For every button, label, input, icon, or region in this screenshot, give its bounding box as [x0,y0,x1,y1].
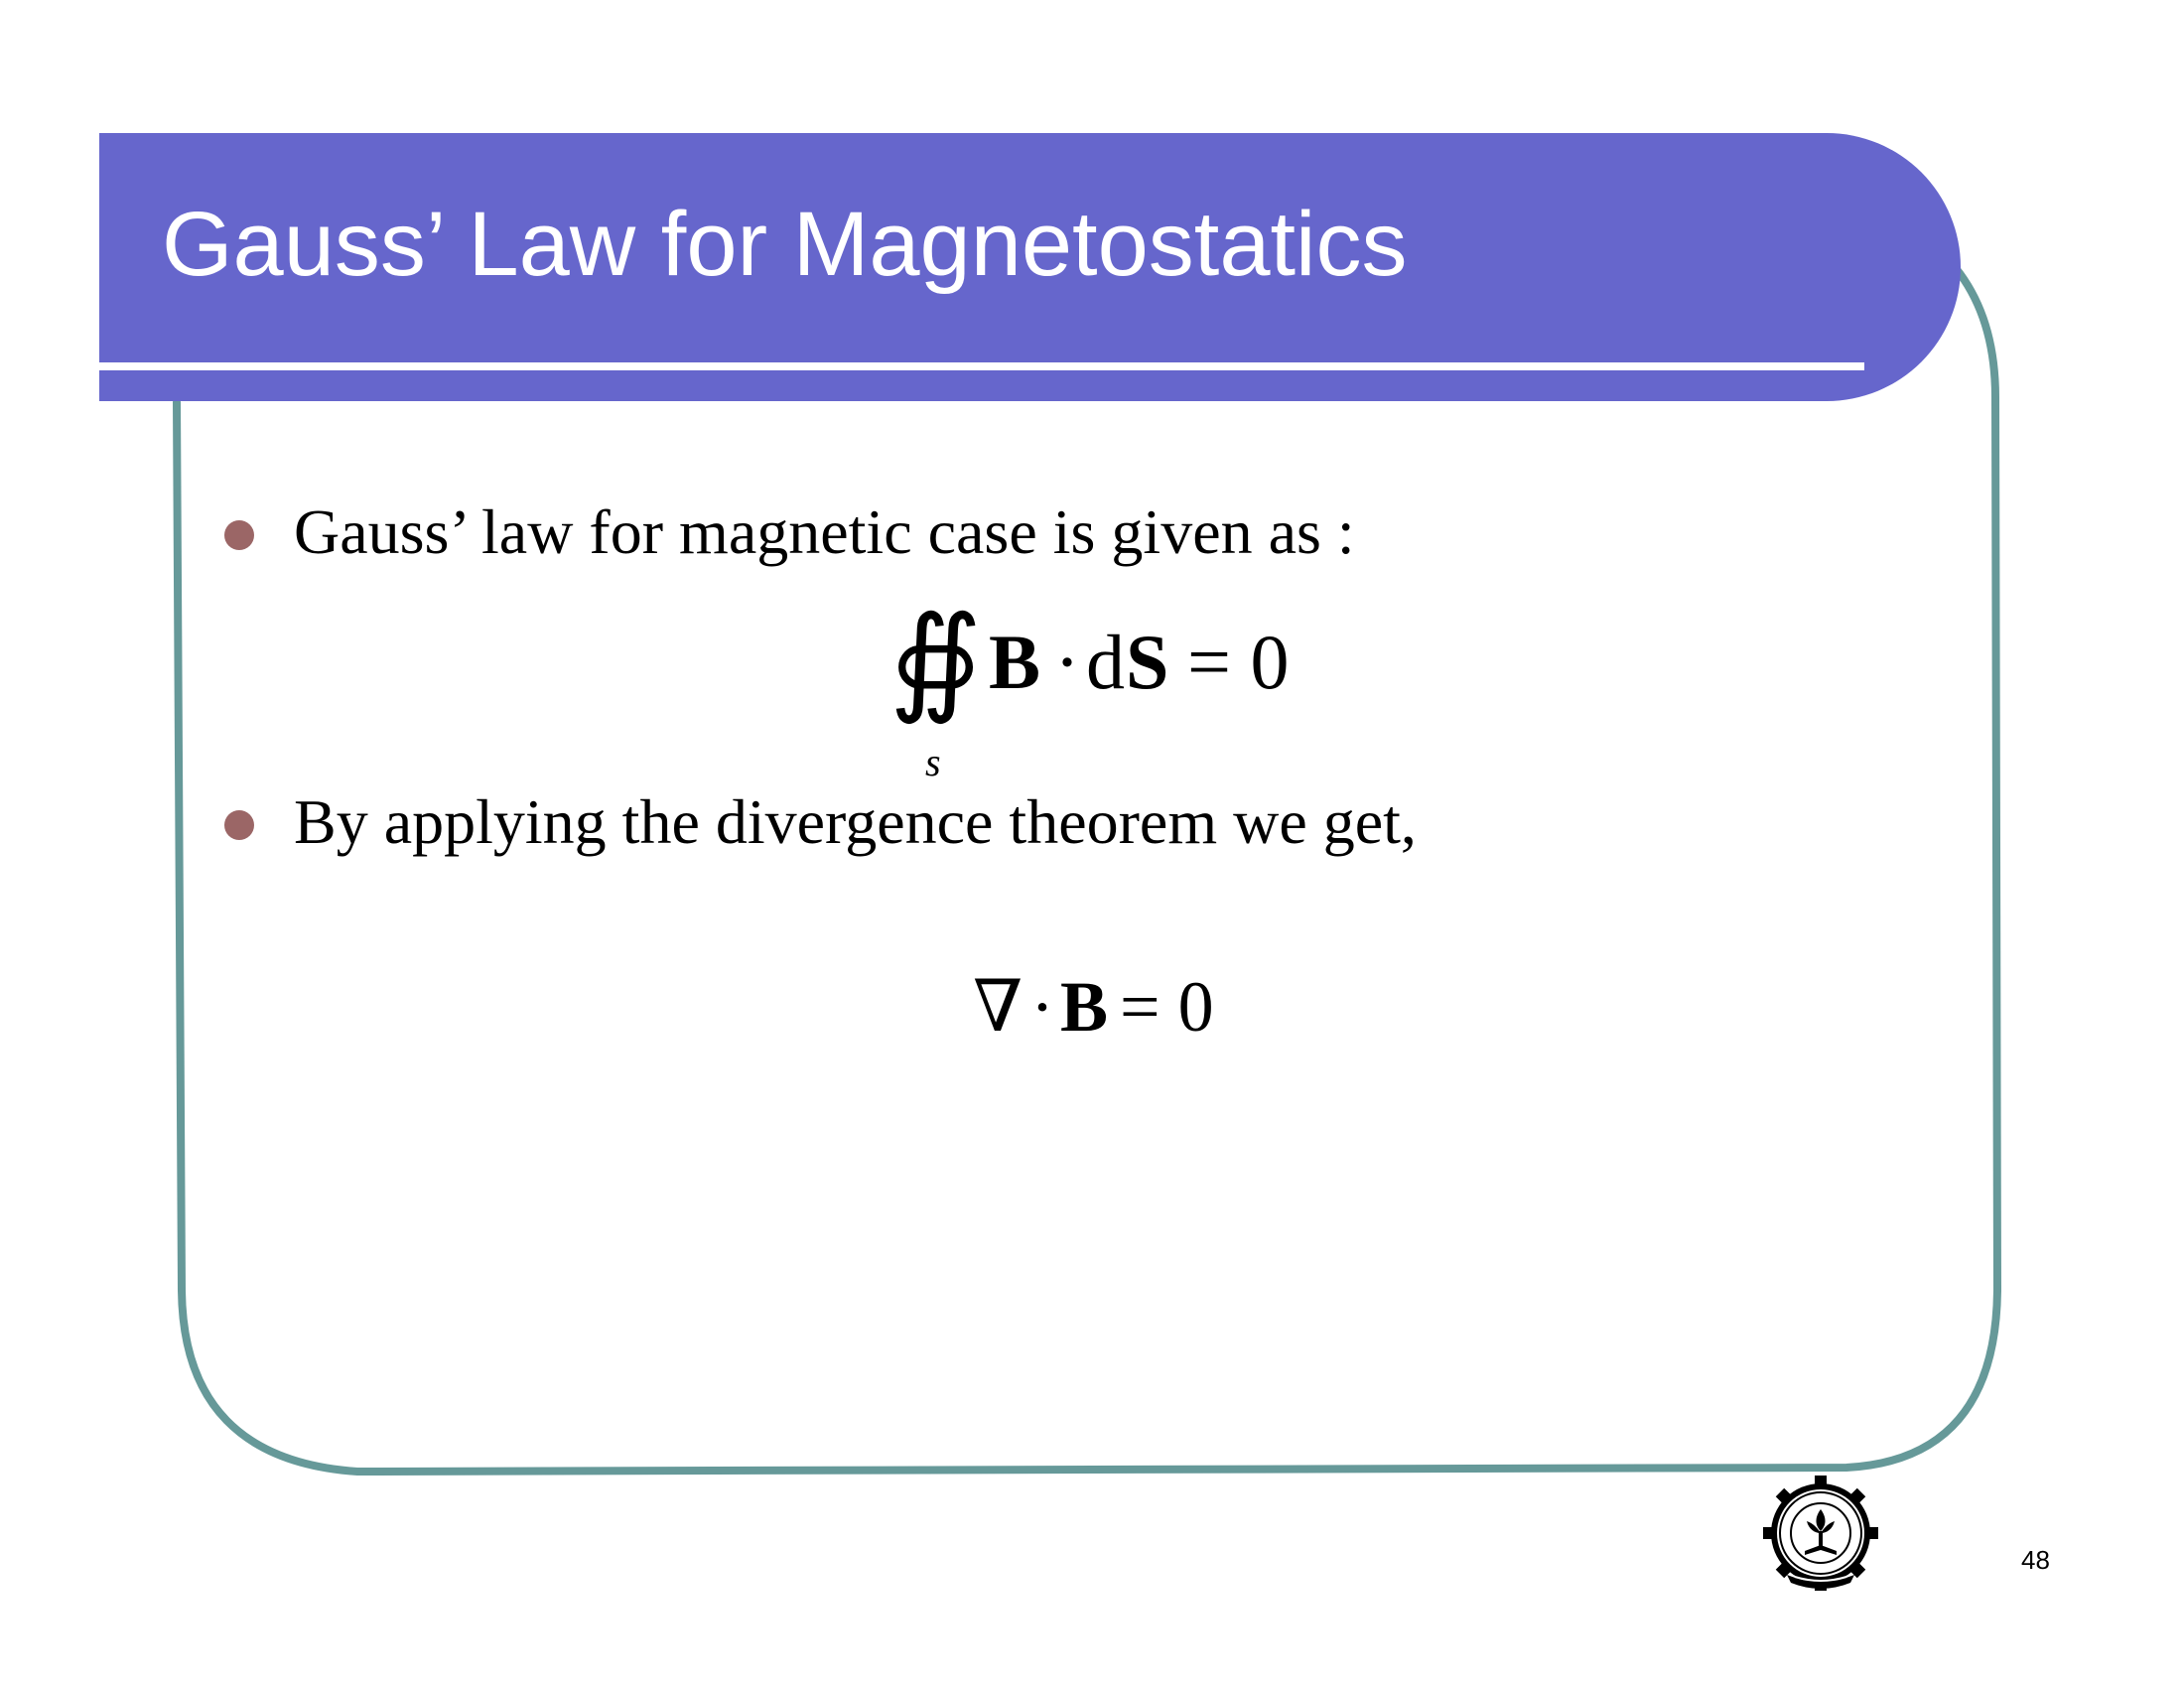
slide-title: Gauss’ Law for Magnetostatics [162,194,1408,295]
nabla-symbol: ∇ [973,967,1024,1047]
equals-zero: = 0 [1187,619,1290,705]
header-rule [99,362,1864,370]
vector-s: S [1126,619,1169,705]
institute-seal-icon [1759,1472,1882,1595]
field-b: B [1060,967,1109,1047]
page-number: 48 [2021,1545,2050,1575]
bullet-text: By applying the divergence theorem we get, [294,786,1417,857]
integral-subscript: s [925,740,941,784]
dot-operator: · [1054,619,1080,705]
bullet-dot [224,520,254,550]
surface-integral-symbol: ∯ [889,595,983,725]
bullet-text: Gauss’ law for magnetic case is given as : [294,496,1355,567]
differential-d: d [1086,619,1125,705]
field-b: B [989,619,1041,705]
dot-operator: · [1030,967,1054,1047]
bullet-dot [224,810,254,840]
equals-zero: = 0 [1120,967,1214,1047]
